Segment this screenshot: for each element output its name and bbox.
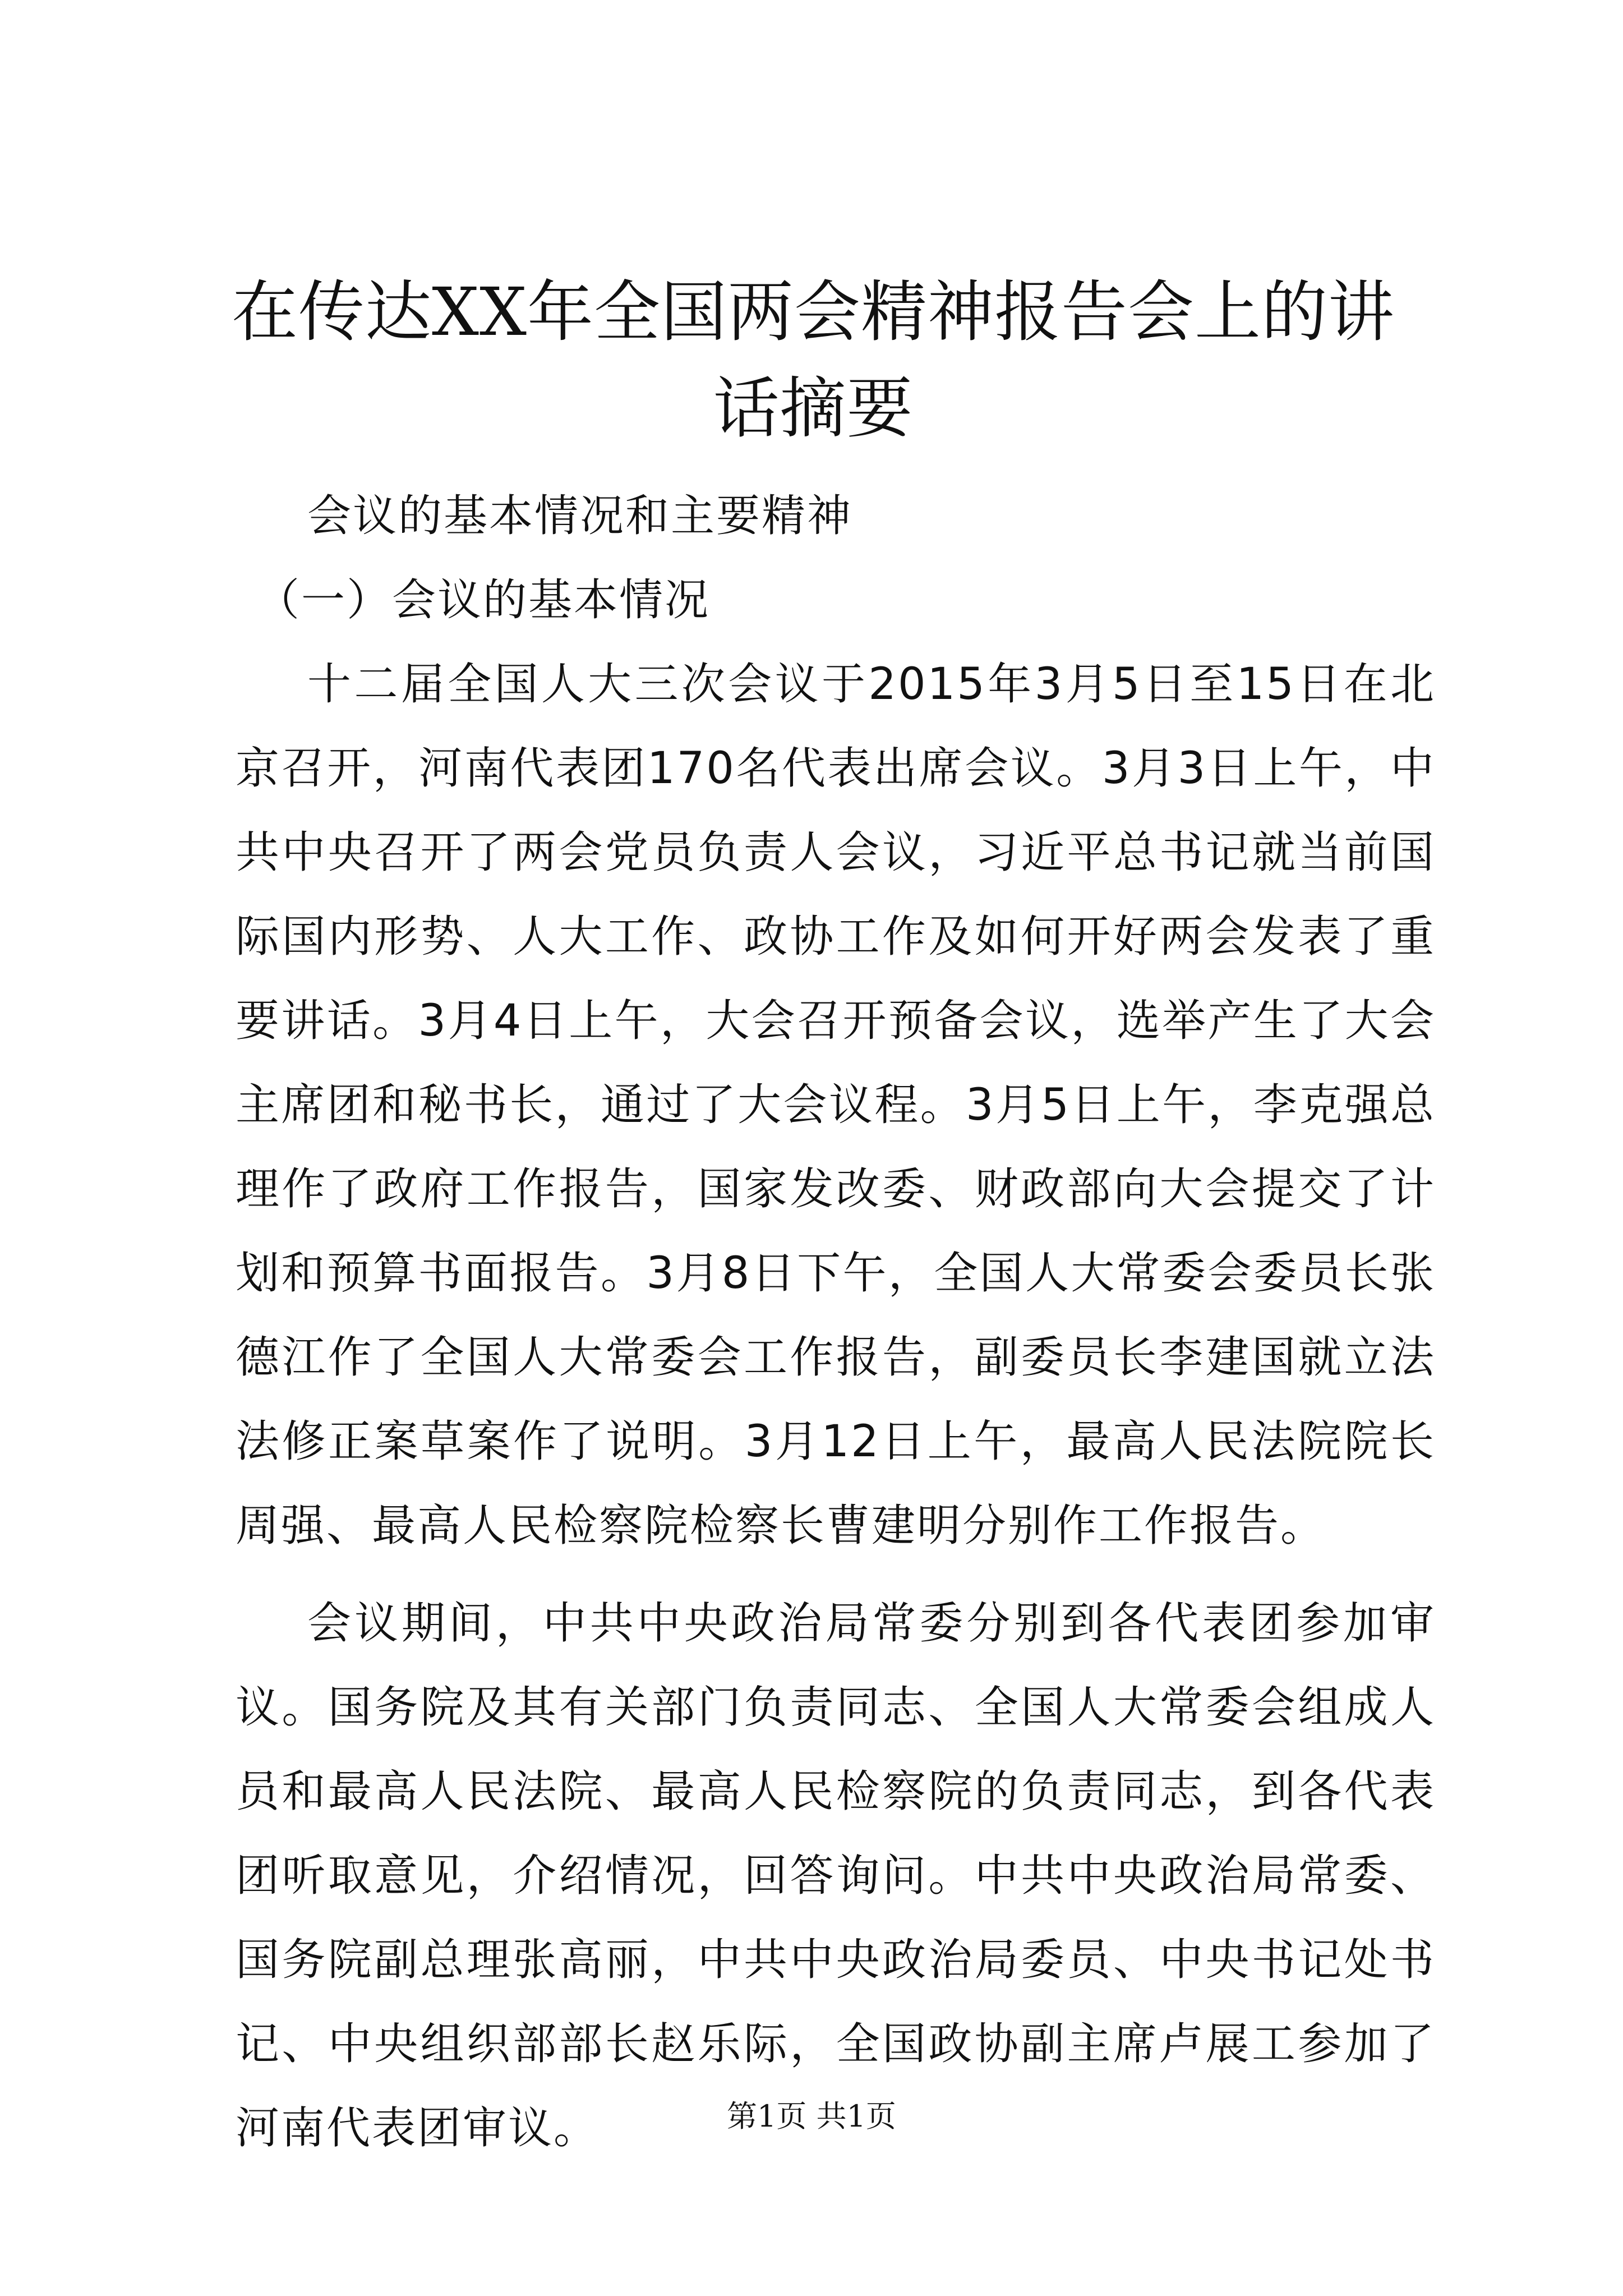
document-body [236, 474, 1436, 2170]
body-paragraph-1: 十二届全国人大三次会议于2015年3月5日至15日在北京召开，河南代表团170名代表出席会议。3月3日上午，中共中央召开了两会党员负责人会议，习近平总书记就当前国际国内形势、人大工作、政协工作及如何开好两会发表了重要讲话。3月4日上午，大会召开预备会议，选举产生了大会主席团和秘书长，通过了大会议程。3月5日上午，李克强总理作了政府工作报告，国家发改委、财政部向大会提交了计划和预算书面报告。3月8日下午，全国人大常委会委员长张德江作了全国人大常委会工作报告，副委员长李建国就立法法修正案草案作了说明。3月12日上午，最高人民法院院长周强、最高人民检察院检察长曹建明分别作工作报告。 [236, 659, 1436, 1551]
subsection-heading: （一）会议的基本情况 [256, 575, 711, 625]
body-paragraph-2: 会议期间，中共中央政治局常委分别到各代表团参加审议。国务院及其有关部门负责同志、全国人大常委会组成人员和最高人民法院、最高人民检察院的负责同志，到各代表团听取意见，介绍情况，回答询问。中共中央政治局常委、国务院副总理张高丽，中共中央政治局委员、中央书记处书记、中央组织部部长赵乐际，全国政协副主席卢展工参加了河南代表团审议。 [236, 1598, 1436, 2154]
section-heading: 会议的基本情况和主要精神 [307, 491, 853, 541]
document-title: 在传达XX年全国两会精神报告会上的讲话摘要 [231, 273, 1395, 447]
page-footer: 第1页 共1页 [727, 2099, 896, 2134]
